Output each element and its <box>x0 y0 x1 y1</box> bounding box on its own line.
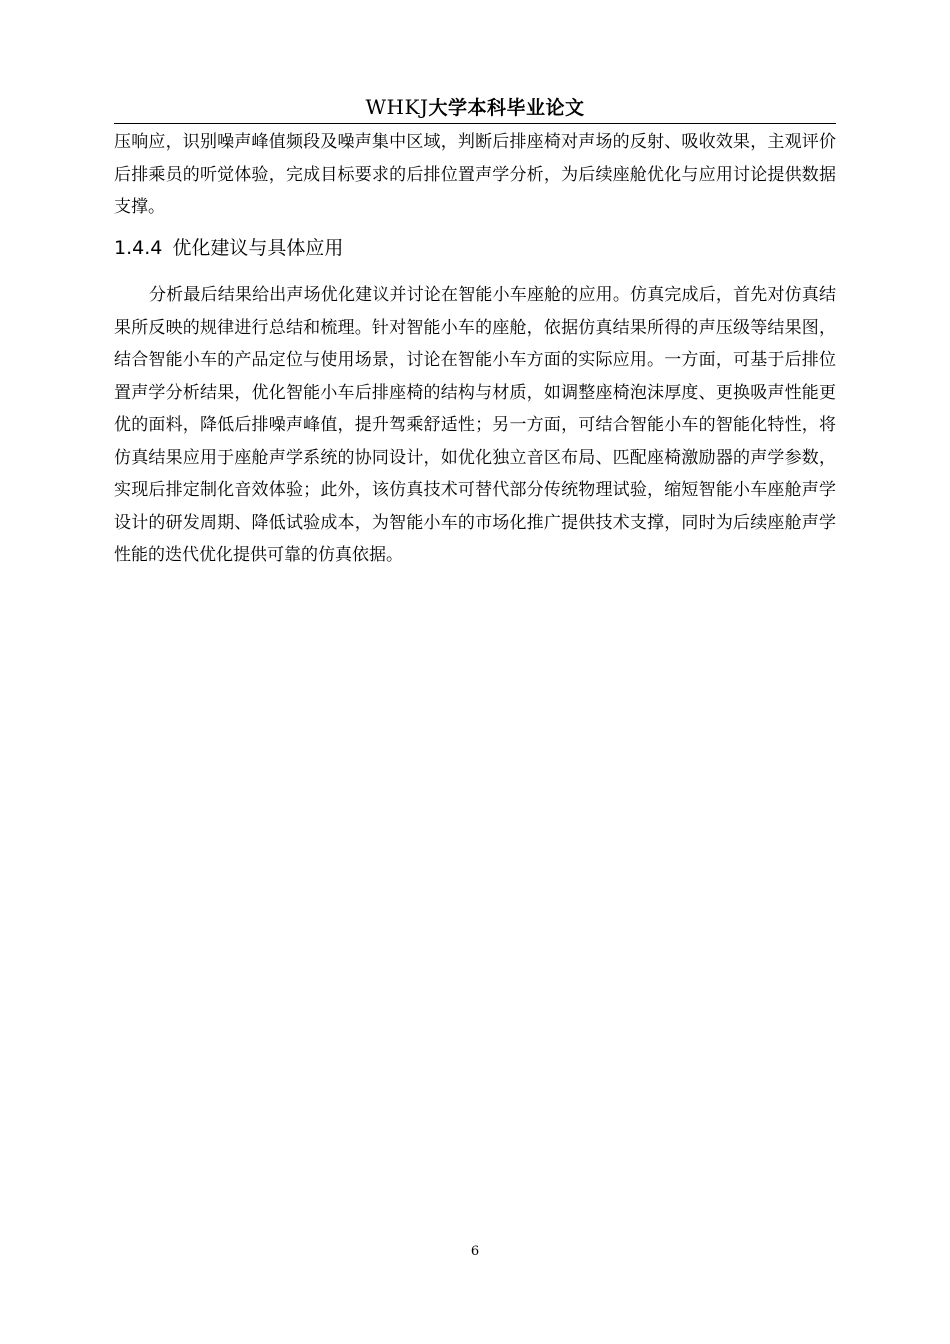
section-number: 1.4.4 <box>114 237 163 259</box>
header-title: 大学本科毕业论文 <box>428 97 585 119</box>
continuation-paragraph: 压响应，识别噪声峰值频段及噪声集中区域，判断后排座椅对声场的反射、吸收效果，主观评价后排乘员的听觉体验，完成目标要求的后排位置声学分析，为后续座舱优化与应用讨论提供数据支撑。 <box>114 132 836 217</box>
page-number: 6 <box>470 1244 480 1259</box>
header-rule <box>114 123 836 124</box>
section-title: 优化建议与具体应用 <box>172 237 344 259</box>
section-heading <box>114 234 836 262</box>
header-prefix: WHKJ <box>365 95 429 119</box>
body-paragraph: 分析最后结果给出声场优化建议并讨论在智能小车座舱的应用。仿真完成后，首先对仿真结果所反映的规律进行总结和梳理。针对智能小车的座舱，依据仿真结果所得的声压级等结果图，结合智能小车的产品定位与使用场景，讨论在智能小车方面的实际应用。一方面，可基于后排位置声学分析结果，优化智能小车后排座椅的结构与材质，如调整座椅泡沫厚度、更换吸声性能更优的面料，降低后排噪声峰值，提升驾乘舒适性；另一方面，可结合智能小车的智能化特性，将仿真结果应用于座舱声学系统的协同设计，如优化独立音区布局、匹配座椅激励器的声学参数，实现后排定制化音效体验；此外，该仿真技术可替代部分传统物理试验，缩短智能小车座舱声学设计的研发周期、降低试验成本，为智能小车的市场化推广提供技术支撑，同时为后续座舱声学性能的迭代优化提供可靠的仿真依据。 <box>114 285 836 565</box>
running-header <box>114 94 836 121</box>
